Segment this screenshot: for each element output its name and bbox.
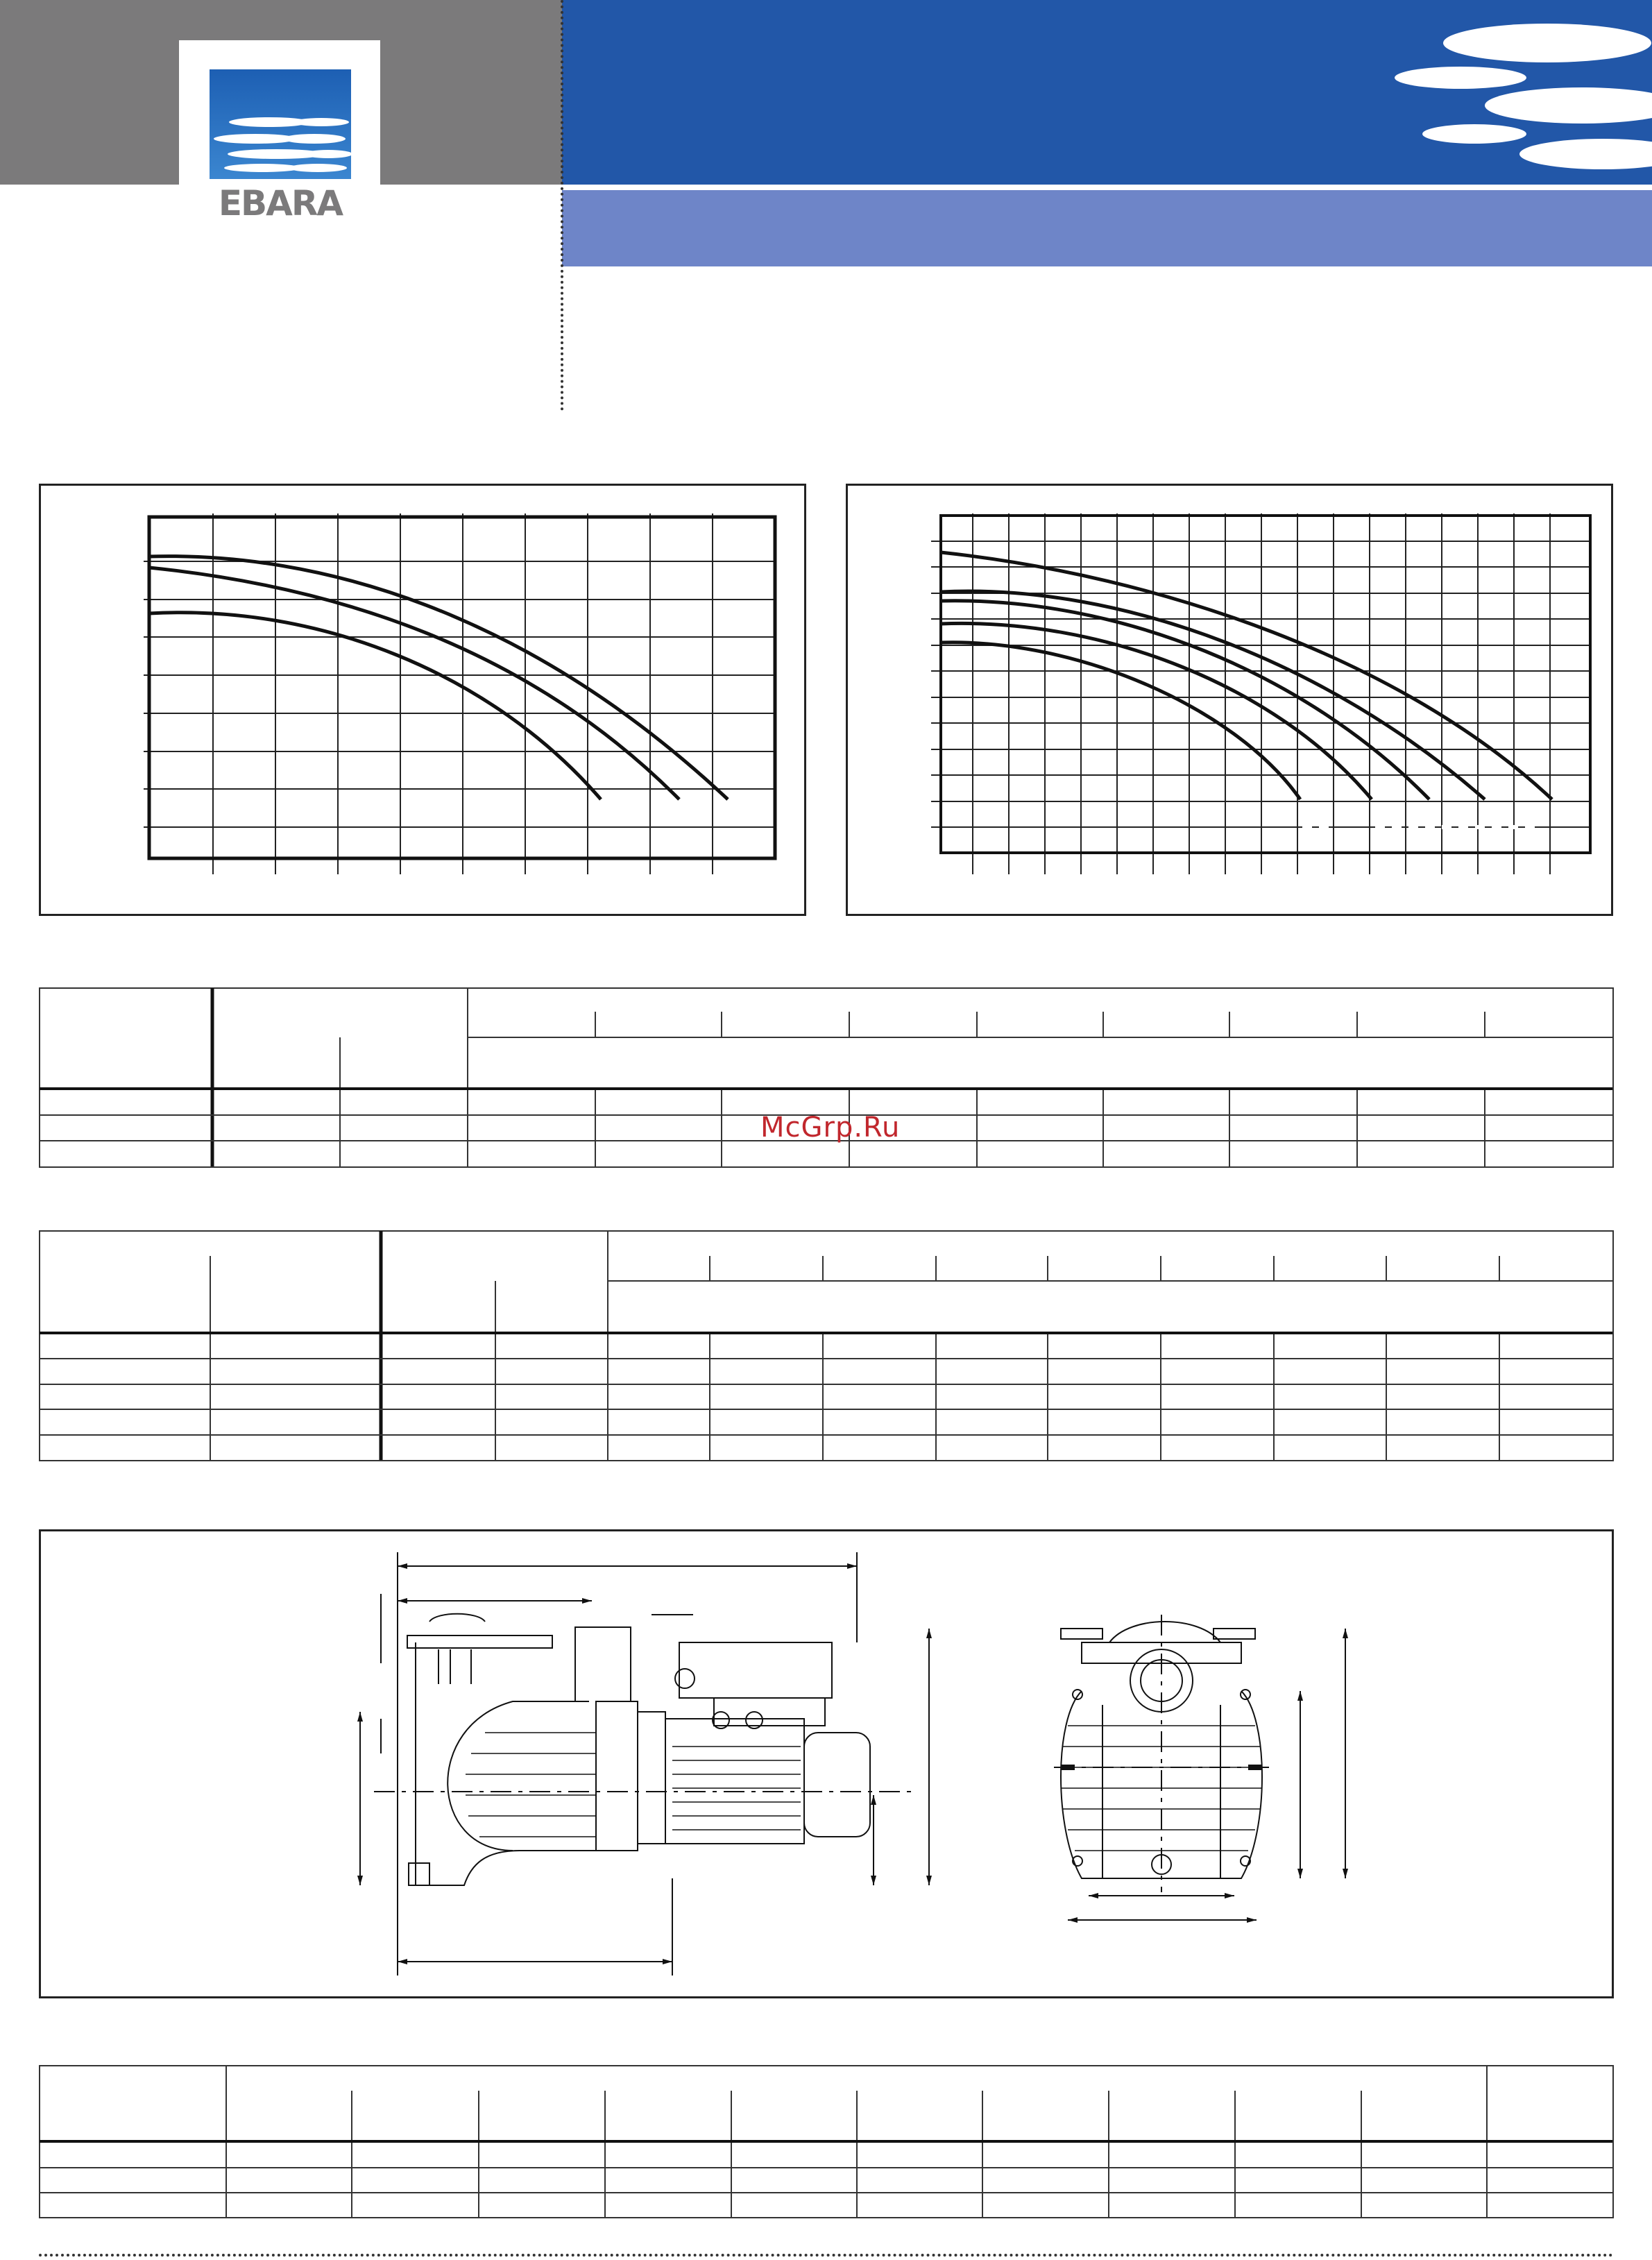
- pump-side-view-icon: [305, 1545, 985, 1989]
- performance-chart-right: [848, 486, 1611, 914]
- dimension-drawing-panel: [39, 1529, 1614, 1998]
- performance-chart-right-panel: [846, 484, 1613, 916]
- performance-chart-left-panel: [39, 484, 806, 916]
- data-table-3: [39, 2065, 1614, 2219]
- divider-dotted-vertical: [561, 0, 563, 411]
- performance-chart-left: [41, 486, 804, 914]
- pump-front-view-icon: [1040, 1601, 1415, 1962]
- header-blue-band: [562, 0, 1652, 185]
- logo-text: EBARA: [218, 183, 343, 223]
- header-subtitle-band: [562, 190, 1652, 266]
- watermark-text: McGrp.Ru: [760, 1112, 901, 1144]
- logo-panel: [179, 40, 380, 233]
- data-table-2: [39, 1230, 1614, 1462]
- divider-dotted-horizontal: [39, 2254, 1614, 2257]
- fish-shapes-icon: [562, 0, 1652, 185]
